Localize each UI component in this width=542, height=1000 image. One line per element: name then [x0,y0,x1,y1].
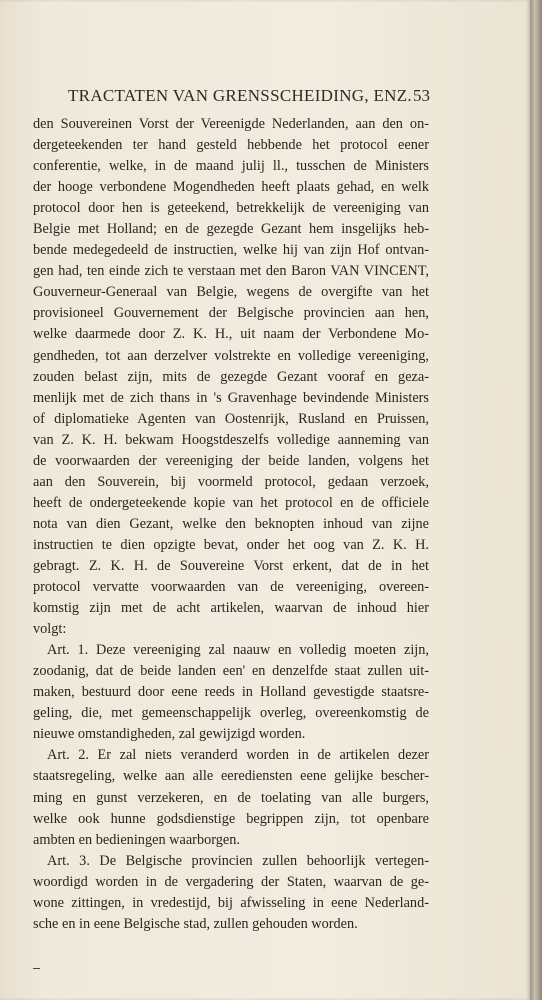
text-line: van Z. K. H. bekwam Hoogstdeszelfs volledige aanneming van [33,431,429,448]
text-line: staatsregeling, welke aan alle eerediensten eene gelijke bescher- [33,768,429,785]
text-line: menlijk met de zich thans in 's Gravenhage bevindende Ministers [33,389,429,406]
text-line: Gouverneur-Generaal van Belgie, wegens de overgifte van het [33,284,429,301]
text-line: welke daarmede door Z. K. H., uit naam der Verbondene Mo- [33,326,429,343]
text-line: heeft de ondergeteekende kopie van het protocol en de officiele [33,494,429,511]
text-line: Belgie met Holland; en de gezegde Gezant hem insgelijks heb- [33,221,429,238]
article-2-line: Art. 2. Er zal niets veranderd worden in de artikelen dezer [47,747,429,764]
text-line: volgt: [33,621,67,638]
text-line: der hooge verbondene Mogendheden heeft plaats gehad, en welk [33,179,429,196]
text-line: gendheden, tot aan derzelver volstrekte en volledige vereeniging, [33,347,429,364]
article-1-line: Art. 1. Deze vereeniging zal naauw en volledig moeten zijn, [47,642,429,659]
header-title: TRACTATEN VAN GRENSSCHEIDING, ENZ. [68,86,412,105]
text-line: den Souvereinen Vorst der Vereenigde Nederlanden, aan den on- [33,116,429,132]
text-line: zouden belast zijn, mits de gezegde Gezant vooraf en geza- [33,368,429,385]
text-line: de voorwaarden der vereeniging der beide landen, volgens het [33,452,429,469]
text-line: nieuwe omstandigheden, zal gewijzigd worden. [33,726,306,743]
article-3-line: Art. 3. De Belgische provincien zullen behoorlijk vertegen- [47,852,429,869]
text-line: protocol door hen is geteekend, betrekkelijk de vereeniging van [33,200,429,217]
text-line: zoodanig, dat de beide landen een' en denzelfde staat zullen uit- [33,663,429,680]
text-line: sche en in eene Belgische stad, zullen gehouden worden. [33,915,358,932]
text-line: gen had, ten einde zich te verstaan met den Baron VAN VINCENT, [33,263,429,280]
text-line: maken, bestuurd door eene reeds in Holland gevestigde staatsre- [33,684,429,701]
text-line: woordigd worden in de vergadering der Staten, waarvan de ge- [33,873,429,890]
text-line: bende medegedeeld de instructien, welke hij van zijn Hof ontvan- [33,242,429,259]
text-line: of diplomatieke Agenten van Oostenrijk, Rusland en Pruissen, [33,410,429,427]
page-number: 53 [413,86,430,105]
text-line: nota van dien Gezant, welke den beknopten inhoud van zijne [33,515,429,532]
text-line: wone zittingen, in vredestijd, bij afwisseling in eene Nederland- [33,894,429,911]
text-line: protocol vervatte voorwaarden van de vereeniging, overeen- [33,579,429,596]
text-line: aan den Souverein, bij voormeld protocol, gedaan verzoek, [33,473,429,490]
running-header [68,86,430,108]
margin-mark [33,968,40,969]
text-line: komstig zijn met de acht artikelen, waarvan de inhoud hier [33,600,429,617]
text-line: ming en gunst verzekeren, en de toelating van alle burgers, [33,789,429,806]
text-line: welke ook hunne godsdienstige begrippen zijn, tot openbare [33,810,429,827]
text-line: provisioneel Gouvernement der Belgische provincien aan hen, [33,305,429,322]
text-line: instructien te dien opzigte bevat, onder het oog van Z. K. H. [33,536,429,553]
text-line: conferentie, welke, in de maand julij ll., tusschen de Ministers [33,158,429,175]
text-line: dergeteekenden ter hand gesteld hebbende het protocol eener [33,137,429,154]
body-text [33,114,429,935]
book-page-edge [530,0,542,1000]
text-line: geling, die, met gemeenschappelijk overleg, overeenkomstig de [33,705,429,722]
text-line: ambten en bedieningen waarborgen. [33,831,240,848]
text-line: gebragt. Z. K. H. de Souvereine Vorst erkent, dat de in het [33,557,429,574]
